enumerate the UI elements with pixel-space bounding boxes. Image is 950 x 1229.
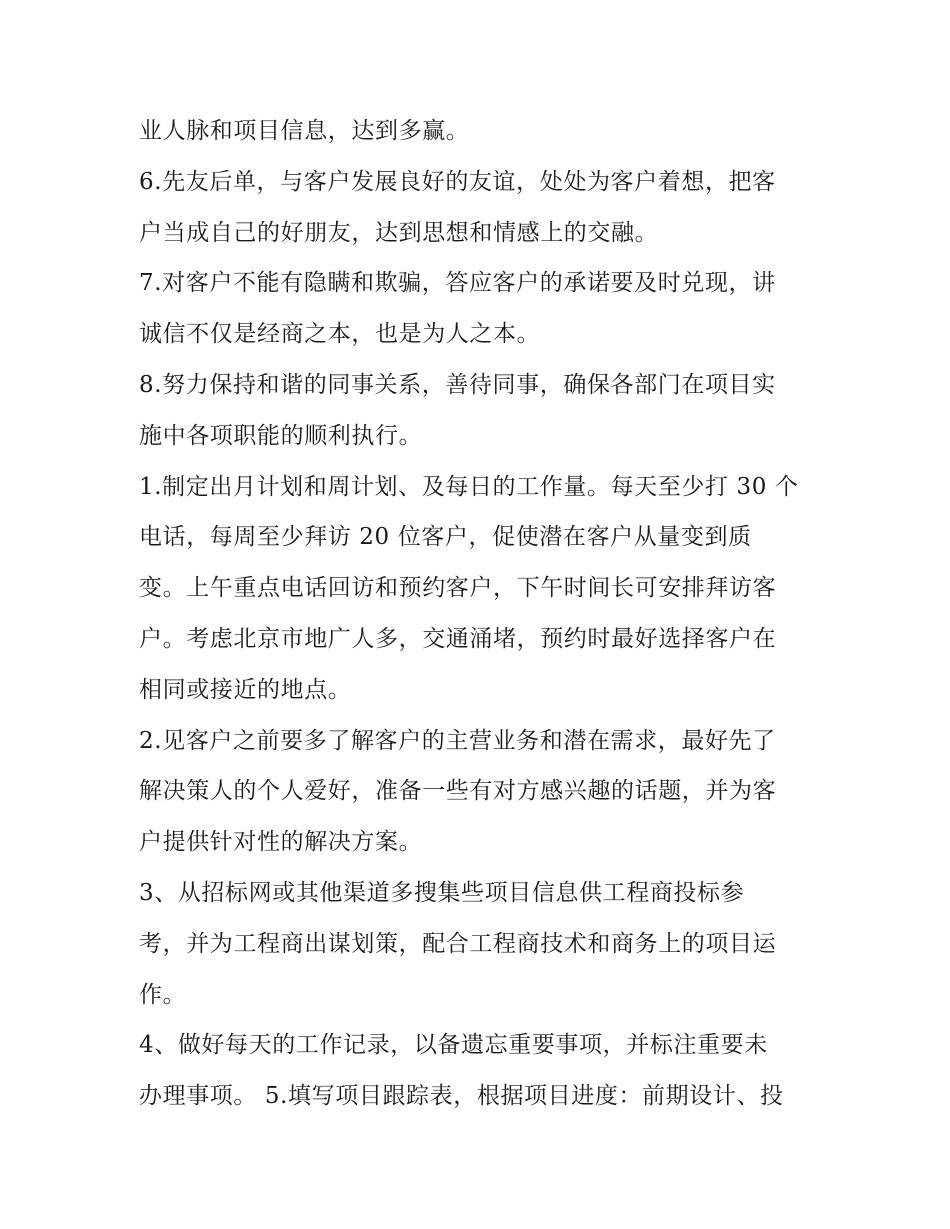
text-line-20: 办理事项。 5.填写项目跟踪表，根据项目进度：前期设计、投 [139,1083,784,1110]
text-line-8: 1.制定出月计划和周计划、及每日的工作量。每天至少打 30 个 [139,473,799,500]
text-line-2: 6.先友后单，与客户发展良好的友谊，处处为客户着想，把客 [139,168,776,195]
text-line-10: 变。上午重点电话回访和预约客户，下午时间长可安排拜访客 [139,575,777,602]
text-line-4: 7.对客户不能有隐瞒和欺骗，答应客户的承诺要及时兑现，讲 [139,270,776,297]
text-line-12: 相同或接近的地点。 [139,676,352,703]
text-line-13: 2.见客户之前要多了解客户的主营业务和潜在需求，最好先了 [139,727,776,754]
text-line-5: 诚信不仅是经商之本，也是为人之本。 [139,321,541,348]
text-line-17: 考，并为工程商出谋划策，配合工程商技术和商务上的项目运 [139,930,777,957]
text-line-11: 户。考虑北京市地广人多，交通涌堵，预约时最好选择客户在 [139,625,777,652]
text-line-16: 3、从招标网或其他渠道多搜集些项目信息供工程商投标参 [139,879,745,906]
text-line-19: 4、做好每天的工作记录，以备遗忘重要事项，并标注重要未 [139,1032,768,1059]
text-line-14: 解决策人的个人爱好，准备一些有对方感兴趣的话题，并为客 [139,778,777,805]
text-line-18: 作。 [139,981,187,1008]
text-line-15: 户提供针对性的解决方案。 [139,829,423,856]
text-line-1: 业人脉和项目信息，达到多赢。 [139,118,470,144]
document-page [139,106,819,1122]
text-line-6: 8.努力保持和谐的同事关系，善待同事，确保各部门在项目实 [139,371,776,398]
text-line-7: 施中各项职能的顺利执行。 [139,422,423,449]
text-line-9: 电话，每周至少拜访 20 位客户，促使潜在客户从量变到质 [139,524,752,551]
text-line-3: 户当成自己的好朋友，达到思想和情感上的交融。 [139,219,659,246]
